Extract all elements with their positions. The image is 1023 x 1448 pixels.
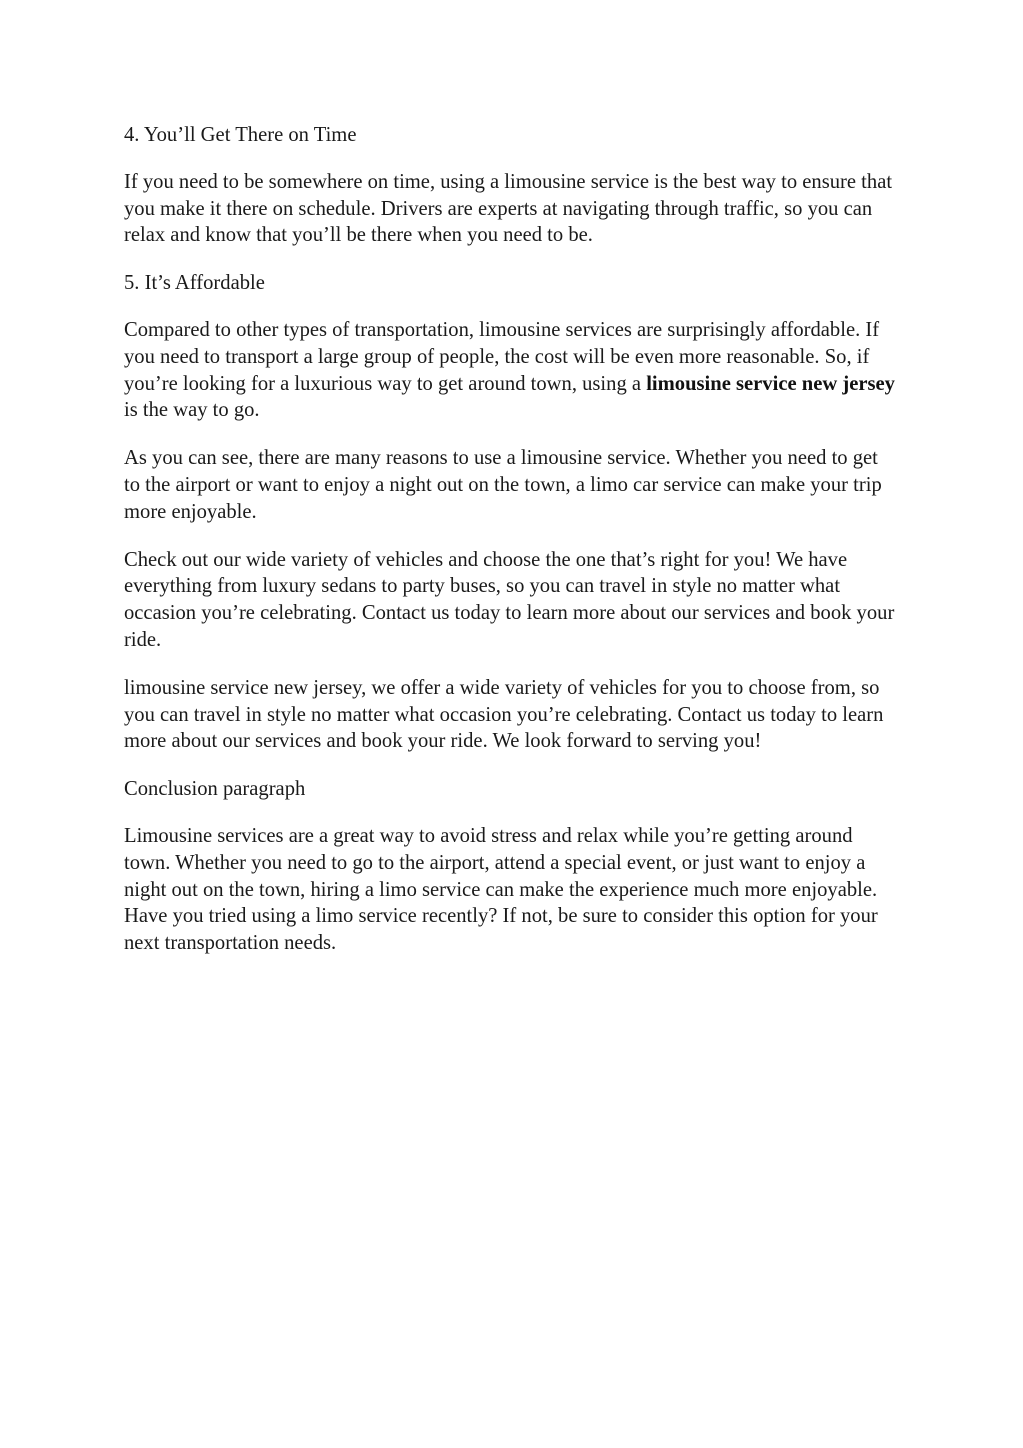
keyword-limousine-service-new-jersey: limousine service new jersey xyxy=(646,372,895,395)
paragraph-reasons: As you can see, there are many reasons to use a limousine service. Whether you need to get to the airport or want to enjoy a night out on the town, a limo car service can make your trip more enjoyable. xyxy=(124,447,882,523)
conclusion-paragraph: Limousine services are a great way to avoid stress and relax while you’re getting around town. Whether you need to go to the airport, attend a special event, or just want to enjoy a night out on the town, hiring a limo service can make the experience much more enjoyable. Have you tried using a limo service recently? If not, be sure to consider this option for your next transportation needs. xyxy=(124,824,878,955)
affordable-text-end: is the way to go. xyxy=(124,399,260,422)
paragraph-affordable xyxy=(124,317,899,424)
paragraph-on-time: If you need to be somewhere on time, using a limousine service is the best way to ensure that you make it there on schedule. Drivers are experts at navigating through traffic, so you can relax and know that you’ll be there when you need to be. xyxy=(124,170,893,247)
affordable-text-start: Compared to other types of transportation, limousine services are surprisingly affordable. If you need to transport a large group of people, the cost will be even more reasonable. So, if you’re looking for a luxurious way to get around town, using a xyxy=(124,318,880,395)
conclusion-heading: Conclusion paragraph xyxy=(124,778,306,801)
document-body xyxy=(124,122,899,978)
paragraph-vehicles: Check out our wide variety of vehicles and choose the one that’s right for you! We have everything from luxury sedans to party buses, so you can travel in style no matter what occasion you’re celebrating. Contact us today to learn more about our services and book your ride. xyxy=(124,548,895,651)
section-heading-affordable: 5. It’s Affordable xyxy=(124,272,265,295)
paragraph-new-jersey: limousine service new jersey, we offer a wide variety of vehicles for you to choose from, so you can travel in style no matter what occasion you’re celebrating. Contact us today to learn more about our services and book your ride. We look forward to serving you! xyxy=(124,676,884,753)
section-heading-on-time: 4. You’ll Get There on Time xyxy=(124,124,357,146)
